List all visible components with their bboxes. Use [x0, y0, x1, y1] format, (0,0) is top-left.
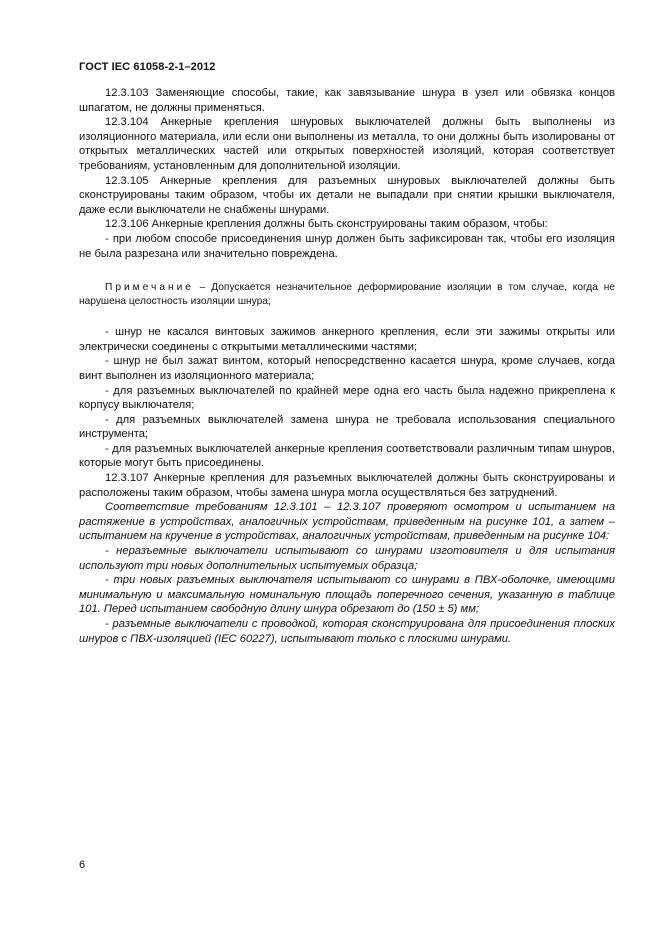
note-text: – Допускается незначительное деформирование изоляции в том случае, когда не нарушена целостность изоляции шнура; [79, 282, 615, 308]
paragraph-12-3-103: 12.3.103 Заменяющие способы, такие, как завязывание шнура в узел или обвязка концов шпагатом, не должны применяться. [79, 87, 615, 114]
paragraph-12-3-105: 12.3.105 Анкерные крепления для разъемных шнуровых выключателей должны быть сконструированы таким образом, чтобы их детали не выпадали при снятии крышки выключателя, даже если выключатели не снабжены шнурами. [79, 174, 615, 216]
list-item: - неразъемные выключатели испытывают со шнурами изготовителя и для испытания используют три новых дополнительных испытуемых образца; [79, 545, 615, 572]
document-code-header: ГОСТ IEC 61058-2-1–2012 [79, 61, 216, 73]
paragraph-12-3-104: 12.3.104 Анкерные крепления шнуровых выключателей должны быть выполнены из изоляционного материала, или если они выполнены из металла, то они должны быть изолированы от открытых металлических частей или открытых поверхностей изоляций, которая соответствует требованиям, установленным для дополнительной изоляции. [79, 116, 615, 172]
list-item: - для разъемных выключателей замена шнура не требовала использования специального инструмента; [79, 413, 615, 441]
list-item: - для разъемных выключателей анкерные крепления соответствовали различным типам шнуров, которые могут быть присоединены. [79, 442, 615, 470]
note-label: Примечание [105, 282, 194, 294]
paragraph-12-3-107: 12.3.107 Анкерные крепления для разъемных выключателей должны быть сконструированы и расположены таким образом, чтобы замена шнура могла осуществляться без затруднений. [79, 472, 615, 499]
spacer [79, 309, 615, 325]
page-number: 6 [79, 859, 86, 871]
compliance-paragraph: Соответствие требованиям 12.3.101 – 12.3.107 проверяют осмотром и испытанием на растяжение в устройствах, аналогичных устройствам, приведенным на рисунке 101, а затем – испытанием на кручение в устройствах, аналогичных устройствам, приведенным на рисунке 104: [79, 501, 615, 543]
list-item: - шнур не касался винтовых зажимов анкерного крепления, если эти зажимы открыты или электрически соединены с открытыми металлическими частями; [79, 326, 615, 353]
list-item: - три новых разъемных выключателя испытывают со шнурами в ПВХ-оболочке, имеющими минимальную и максимальную номинальную площадь поперечного сечения, указанную в таблице 101. Перед испытанием свободную длину шнура обрезают до (150 ± 5) мм; [79, 574, 615, 616]
paragraph-12-3-106: 12.3.106 Анкерные крепления должны быть сконструированы таким образом, чтобы: [105, 218, 548, 231]
list-item: - разъемные выключатели с проводкой, которая сконструирована для присоединения плоских шнуров с ПВХ-изоляцией (IEC 60227), испытывают только с плоскими шнурами. [79, 618, 615, 645]
list-item: - для разъемных выключателей по крайней мере одна его часть была надежно прикреплена к корпусу выключателя; [79, 384, 615, 412]
note-block [79, 281, 615, 309]
list-item: - при любом способе присоединения шнур должен быть зафиксирован так, чтобы его изоляция не была разрезана или значительно повреждена. [79, 232, 615, 260]
list-item: - шнур не был зажат винтом, который непосредственно касается шнура, кроме случаев, когда винт выполнен из изоляционного материала; [79, 355, 615, 382]
page-body [79, 86, 615, 646]
